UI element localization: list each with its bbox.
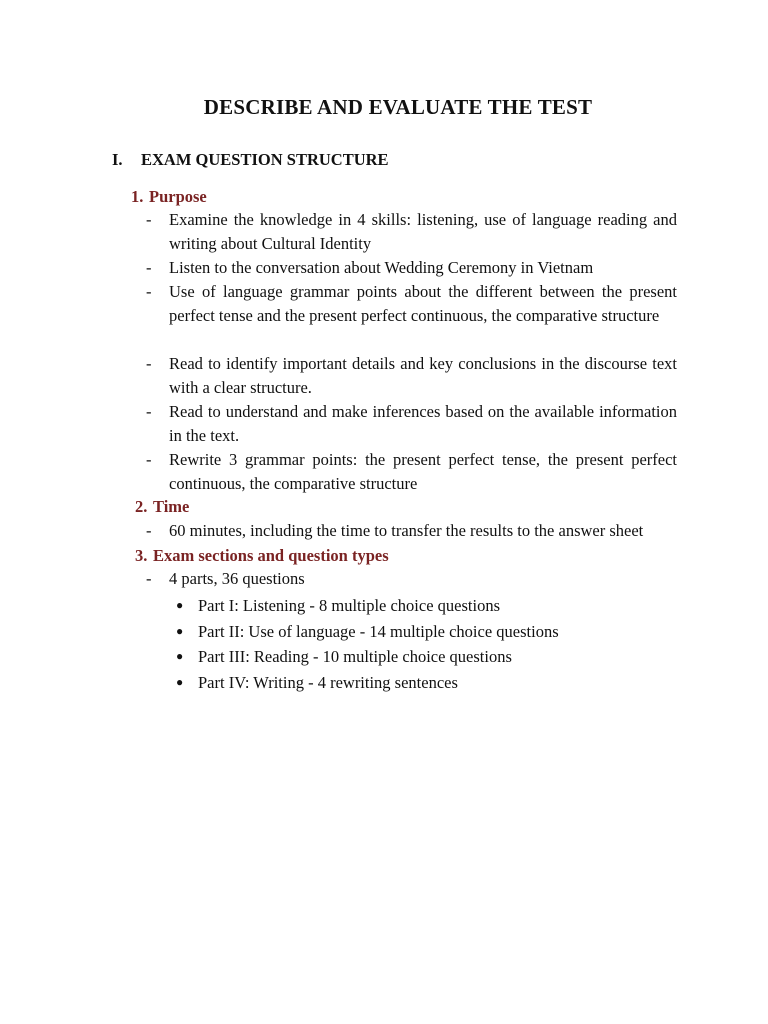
bullet-item — [176, 593, 500, 618]
document-title: DESCRIBE AND EVALUATE THE TEST — [203, 95, 593, 119]
list-item — [146, 448, 677, 496]
list-item-text: Use of language grammar points about the different between the present perfect tense and the present perfect continuous, the comparative structure — [169, 282, 677, 325]
bullet-item-text: Part II: Use of language - 14 multiple choice questions — [198, 622, 559, 641]
section-title: EXAM QUESTION STRUCTURE — [141, 150, 389, 169]
bullet-item — [176, 619, 559, 644]
list-item-text: Read to understand and make inferences based on the available information in the text. — [169, 402, 677, 445]
list-item-text: Examine the knowledge in 4 skills: listening, use of language reading and writing about Cultural Identity — [169, 210, 677, 253]
bullet-icon: ● — [176, 598, 184, 612]
bullet-item-text: Part I: Listening - 8 multiple choice questions — [198, 596, 500, 615]
bullet-icon: ● — [176, 624, 184, 638]
bullet-item-text: Part III: Reading - 10 multiple choice questions — [198, 647, 512, 666]
list-item — [146, 208, 677, 256]
list-item-text: Rewrite 3 grammar points: the present perfect tense, the present perfect continuous, the comparative structure — [169, 450, 677, 493]
list-item-text: 60 minutes, including the time to transfer the results to the answer sheet — [169, 521, 644, 540]
list-item — [146, 256, 677, 280]
dash-marker: - — [146, 402, 152, 421]
subheading-time — [135, 497, 189, 517]
subheading-title: Time — [153, 497, 190, 516]
subheading-title: Exam sections and question types — [153, 546, 389, 565]
subheading-exam-sections — [135, 546, 389, 566]
section-number: I. — [112, 150, 123, 169]
subheading-number: 3. — [135, 546, 148, 565]
subheading-number: 2. — [135, 497, 148, 516]
dash-marker: - — [146, 521, 152, 540]
dash-marker: - — [146, 258, 152, 277]
bullet-icon: ● — [176, 649, 184, 663]
list-item — [146, 519, 677, 543]
subheading-number: 1. — [131, 187, 144, 206]
subheading-title: Purpose — [149, 187, 207, 206]
dash-marker: - — [146, 210, 152, 229]
bullet-item — [176, 644, 512, 669]
dash-marker: - — [146, 450, 152, 469]
list-item — [146, 400, 677, 448]
dash-marker: - — [146, 569, 152, 588]
subheading-purpose — [131, 187, 207, 207]
dash-marker: - — [146, 282, 152, 301]
bullet-item-text: Part IV: Writing - 4 rewriting sentences — [198, 673, 458, 692]
list-item-text: Read to identify important details and key conclusions in the discourse text with a clear structure. — [169, 354, 677, 397]
dash-marker: - — [146, 354, 152, 373]
bullet-icon: ● — [176, 675, 184, 689]
list-item-text: 4 parts, 36 questions — [169, 569, 305, 588]
list-item — [146, 280, 677, 328]
list-item-text: Listen to the conversation about Wedding Ceremony in Vietnam — [169, 258, 594, 277]
list-item — [146, 352, 677, 400]
list-item — [146, 567, 677, 591]
bullet-item — [176, 670, 458, 695]
section-heading — [112, 150, 389, 170]
